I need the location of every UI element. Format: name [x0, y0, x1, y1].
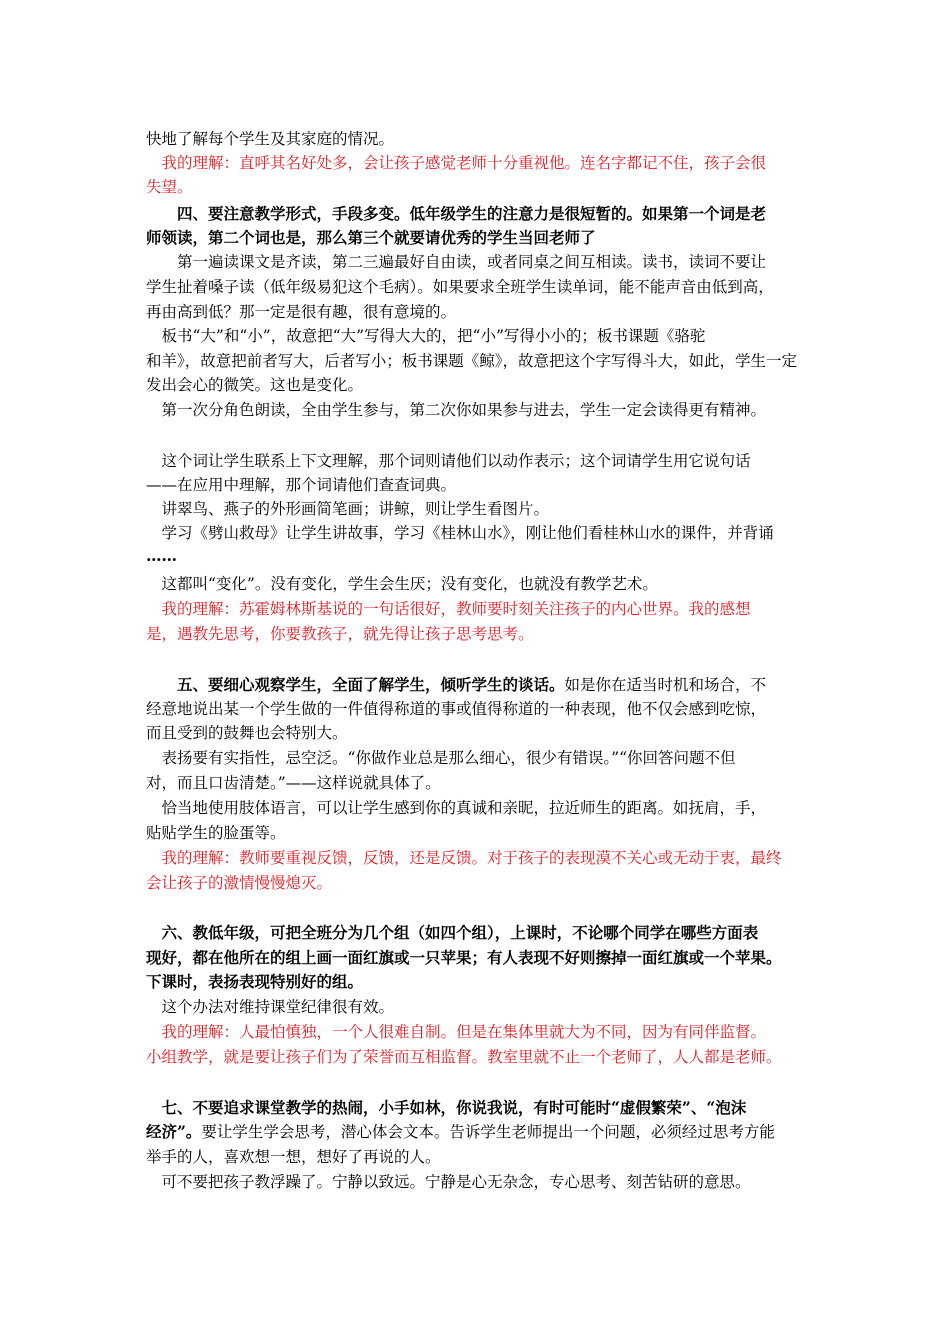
- paragraph-line: 学习《劈山救母》让学生讲故事，学习《桂林山水》，刚让他们看桂林山水的课件，并背诵: [146, 524, 774, 542]
- paragraph-line: 讲翠鸟、燕子的外形画简笔画；讲鲸，则让学生看图片。: [146, 500, 550, 518]
- paragraph-line: 这都叫“变化”。没有变化，学生会生厌；没有变化，也就没有教学艺术。: [146, 575, 658, 593]
- section-heading-7: 七、不要追求课堂教学的热闹，小手如林，你说我说，有时可能时“虚假繁荣”、“泡沫: [146, 1098, 747, 1117]
- comment-line: 小组教学，就是要让孩子们为了荣誉而互相监督。教室里就不止一个老师了，人人都是老师。: [146, 1048, 782, 1066]
- paragraph-line: 快地了解每个学生及其家庭的情况。: [146, 130, 395, 148]
- comment-line: 我的理解：直呼其名好处多，会让孩子感觉老师十分重视他。连名字都记不住，孩子会很: [146, 154, 767, 172]
- paragraph-line: 第一次分角色朗读，全由学生参与，第二次你如果参与进去，学生一定会读得更有精神。: [146, 401, 767, 419]
- paragraph-line: 对，而且口齿清楚。”——这样说就具体了。: [146, 774, 441, 792]
- paragraph-line: 这个词让学生联系上下文理解，那个词则请他们以动作表示；这个词请学生用它说句话: [146, 452, 751, 470]
- paragraph-line: 可不要把孩子教浮躁了。宁静以致远。宁静是心无杂念，专心思考、刻苦钻研的意思。: [146, 1173, 751, 1191]
- paragraph-line: 这个办法对维持课堂纪律很有效。: [146, 998, 395, 1016]
- section-heading-7: [146, 1120, 775, 1144]
- paragraph-line: 贴贴学生的脸蛋等。: [146, 824, 286, 842]
- paragraph-line: 再由高到低？那一定是很有趣，很有意境的。: [146, 303, 457, 321]
- section-heading-6: 现好，都在他所在的组上画一面红旗或一只苹果；有人表现不好则擦掉一面红旗或一个苹果。: [146, 948, 782, 967]
- paragraph-line: 和羊》，故意把前者写大，后者写小；板书课题《鲸》，故意把这个字写得斗大，如此，学生一定: [146, 352, 798, 370]
- comment-line: 会让孩子的激情慢慢熄灭。: [146, 874, 333, 892]
- paragraph-line: 经意地说出某一个学生做的一件值得称道的事或值得称道的一种表现，他不仅会感到吃惊，: [146, 700, 767, 718]
- section-heading-5-bold: 五、要细心观察学生，全面了解学生，倾听学生的谈话。: [146, 675, 565, 694]
- section-heading-6: 下课时，表扬表现特别好的组。: [146, 972, 364, 991]
- comment-line: 我的理解：人最怕慎独，一个人很难自制。但是在集体里就大为不同，因为有同伴监督。: [146, 1023, 767, 1041]
- section-heading-5-rest: 如是你在适当时机和场合，不: [564, 676, 767, 694]
- paragraph-line: 恰当地使用肢体语言，可以让学生感到你的真诚和亲昵，拉近师生的距离。如抚肩，手，: [146, 799, 767, 817]
- paragraph-line: 板书“大”和“小”，故意把“大”写得大大的，把“小”写得小小的；板书课题《骆驼: [146, 327, 706, 345]
- section-heading-6: 六、教低年级，可把全班分为几个组（如四个组），上课时，不论哪个同学在哪些方面表: [146, 923, 759, 942]
- section-heading-7-rest: 要让学生学会思考，潜心体会文本。告诉学生老师提出一个问题，必须经过思考方能: [201, 1123, 775, 1141]
- paragraph-line: ——在应用中理解，那个词请他们查查词典。: [146, 476, 457, 494]
- section-heading-7-bold: 经济”。: [146, 1122, 202, 1141]
- comment-line: 我的理解：教师要重视反馈，反馈，还是反馈。对于孩子的表现漠不关心或无动于衷，最终: [146, 849, 782, 867]
- paragraph-line: 表扬要有实指性，忌空泛。“你做作业总是那么细心，很少有错误。”“你回答问题不但: [146, 749, 736, 767]
- paragraph-line: 举手的人，喜欢想一想，想好了再说的人。: [146, 1148, 441, 1166]
- paragraph-line: 第一遍读课文是齐读，第二三遍最好自由读，或者同桌之间互相读。读书，读词不要让: [146, 253, 767, 271]
- section-heading-4: 师领读，第二个词也是，那么第三个就要请优秀的学生当回老师了: [146, 228, 596, 247]
- comment-line: 我的理解：苏霍姆林斯基说的一句话很好，教师要时刻关注孩子的内心世界。我的感想: [146, 600, 751, 618]
- ellipsis-line: ……: [146, 546, 177, 565]
- section-heading-4: 四、要注意教学形式，手段多变。低年级学生的注意力是很短暂的。如果第一个词是老: [146, 204, 767, 223]
- section-heading-5: [146, 673, 766, 697]
- paragraph-line: 而且受到的鼓舞也会特别大。: [146, 724, 348, 742]
- comment-line: 失望。: [146, 178, 193, 196]
- comment-line: 是，遇教先思考，你要教孩子，就先得让孩子思考思考。: [146, 625, 534, 643]
- paragraph-line: 学生扯着嗓子读（低年级易犯这个毛病）。如果要求全班学生读单词，能不能声音由低到高，: [146, 278, 774, 296]
- paragraph-line: 发出会心的微笑。这也是变化。: [146, 376, 364, 394]
